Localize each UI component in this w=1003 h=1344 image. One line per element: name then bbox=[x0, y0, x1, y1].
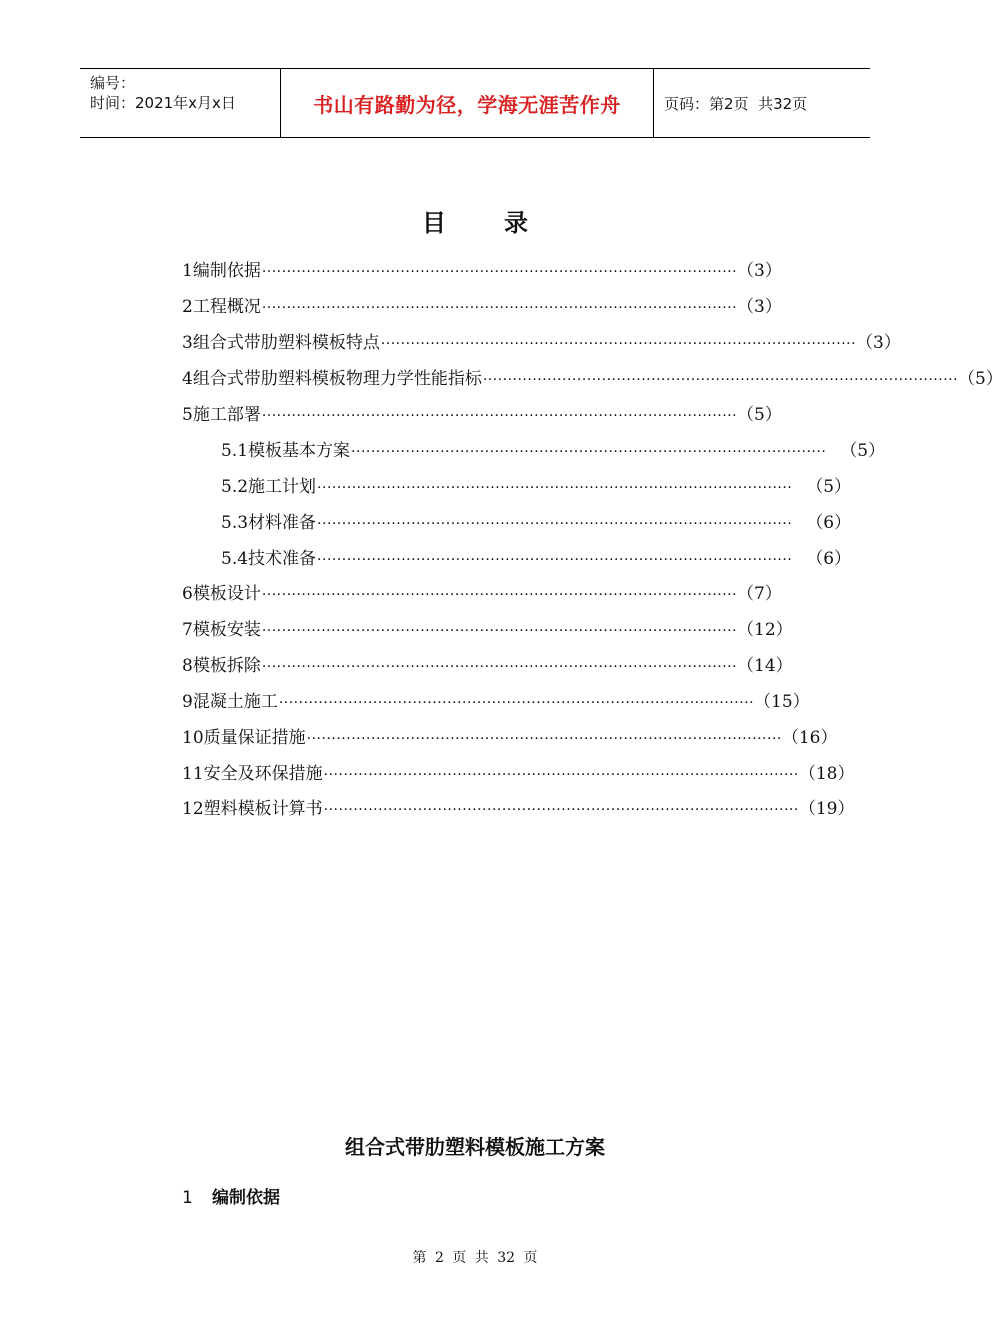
toc-entry[interactable] bbox=[182, 259, 782, 283]
toc-leader-dots: ································································································ bbox=[261, 659, 738, 675]
date-label: 时间：2021年x月x日 bbox=[90, 94, 236, 112]
toc-entry-label: 编制依据 bbox=[192, 261, 261, 281]
toc-leader-dots: ································································································ bbox=[323, 802, 799, 818]
toc-entry-number: 5.4 bbox=[221, 549, 249, 569]
toc-entry-page: （15） bbox=[754, 692, 810, 712]
toc-leader-dots: ································································································ bbox=[317, 480, 793, 496]
toc-leader-dots: ································································································ bbox=[261, 623, 738, 639]
toc-entry-page: （3） bbox=[737, 261, 782, 281]
toc-leader-dots: ································································································ bbox=[482, 372, 959, 388]
toc-leader-dots: ································································································ bbox=[317, 552, 793, 568]
toc-entry-label: 安全及环保措施 bbox=[203, 764, 323, 784]
toc-leader-dots: ································································································ bbox=[261, 300, 738, 316]
toc-leader-dots: ································································································ bbox=[261, 587, 738, 603]
toc-entry-number: 8 bbox=[182, 656, 193, 676]
toc-entry-number: 5.3 bbox=[221, 513, 249, 533]
toc-entry-label: 工程概况 bbox=[192, 297, 261, 317]
toc-entry-number: 5.2 bbox=[221, 477, 249, 497]
section-label: 编制依据 bbox=[212, 1188, 280, 1208]
toc-entry-label: 组合式带肋塑料模板物理力学性能指标 bbox=[192, 369, 482, 389]
toc-entry-label: 混凝土施工 bbox=[192, 692, 278, 712]
toc-entry-page: （3） bbox=[856, 333, 901, 353]
toc-entry-number: 11 bbox=[182, 764, 204, 784]
header-meta bbox=[80, 69, 281, 137]
toc-entry-page: （6） bbox=[806, 513, 852, 533]
toc-leader-dots: ································································································ bbox=[278, 695, 755, 711]
toc-entry-label: 施工部署 bbox=[192, 405, 261, 425]
toc-entry-label: 塑料模板计算书 bbox=[203, 799, 323, 819]
toc-leader-dots: ································································································ bbox=[351, 444, 827, 460]
toc-entry-number: 2 bbox=[182, 297, 193, 317]
number-label: 编号： bbox=[90, 74, 136, 92]
toc-entry[interactable] bbox=[182, 690, 810, 714]
toc-entry-label: 模板设计 bbox=[192, 584, 261, 604]
toc-entry-page: （19） bbox=[798, 799, 855, 819]
toc-entry-label: 模板基本方案 bbox=[248, 441, 351, 461]
toc-subentry[interactable] bbox=[221, 547, 852, 571]
toc-leader-dots: ································································································ bbox=[317, 516, 793, 532]
toc-entry-number: 6 bbox=[182, 584, 193, 604]
toc-entry-page: （16） bbox=[781, 728, 838, 748]
page-footer: 第 2 页 共 32 页 bbox=[412, 1250, 538, 1266]
toc-entry-label: 组合式带肋塑料模板特点 bbox=[192, 333, 380, 353]
toc-entry-label: 材料准备 bbox=[248, 513, 317, 533]
toc-entry-label: 技术准备 bbox=[248, 549, 317, 569]
toc-entry-page: （5） bbox=[737, 405, 782, 425]
toc-entry[interactable] bbox=[182, 726, 838, 750]
toc-entry-label: 模板安装 bbox=[192, 620, 261, 640]
toc-leader-dots: ································································································ bbox=[261, 264, 738, 280]
toc-entry-number: 12 bbox=[182, 799, 204, 819]
toc-title bbox=[0, 203, 950, 238]
page-header bbox=[80, 68, 870, 138]
toc-entry-label: 施工计划 bbox=[248, 477, 317, 497]
toc-entry-page: （14） bbox=[737, 656, 793, 676]
toc-entry-number: 1 bbox=[182, 261, 193, 281]
toc-entry[interactable] bbox=[182, 797, 855, 821]
toc-entry-page: （6） bbox=[806, 549, 852, 569]
toc-entry-page: （3） bbox=[737, 297, 782, 317]
toc-leader-dots: ································································································ bbox=[323, 767, 799, 783]
toc-entry-number: 9 bbox=[182, 692, 193, 712]
toc-subentry[interactable] bbox=[221, 475, 852, 499]
toc-entry-number: 3 bbox=[182, 333, 193, 353]
toc-entry-page: （18） bbox=[798, 764, 855, 784]
section-number: 1 bbox=[182, 1188, 193, 1208]
document-title: 组合式带肋塑料模板施工方案 bbox=[345, 1135, 605, 1159]
toc-entry-number: 5.1 bbox=[221, 441, 249, 461]
toc-entry-page: （5） bbox=[958, 369, 1003, 389]
toc-entry[interactable] bbox=[182, 331, 901, 355]
header-motto: 书山有路勤为径，学海无涯苦作舟 bbox=[281, 69, 654, 137]
toc-entry[interactable] bbox=[182, 367, 1003, 391]
toc-entry-number: 7 bbox=[182, 620, 193, 640]
toc-entry[interactable] bbox=[182, 654, 793, 678]
header-page-info bbox=[654, 69, 870, 137]
toc-entry-page: （12） bbox=[737, 620, 793, 640]
toc-entry[interactable] bbox=[182, 295, 782, 319]
toc-entry-page: （7） bbox=[737, 584, 782, 604]
toc-subentry[interactable] bbox=[221, 439, 886, 463]
toc-title-left: 目 bbox=[422, 209, 446, 237]
toc-entry[interactable] bbox=[182, 618, 793, 642]
toc-entry-number: 10 bbox=[182, 728, 204, 748]
toc-entry-label: 质量保证措施 bbox=[203, 728, 306, 748]
toc-subentry[interactable] bbox=[221, 511, 852, 535]
page-info-text: 页码：第2页 共32页 bbox=[664, 94, 808, 113]
toc-title-right: 录 bbox=[504, 209, 528, 237]
toc-entry[interactable] bbox=[182, 582, 782, 606]
toc-leader-dots: ································································································ bbox=[306, 731, 782, 747]
toc-entry-page: （5） bbox=[840, 441, 886, 461]
toc-entry[interactable] bbox=[182, 762, 855, 786]
toc-entry-page: （5） bbox=[806, 477, 852, 497]
toc-entry-number: 4 bbox=[182, 369, 193, 389]
toc-entry-number: 5 bbox=[182, 405, 193, 425]
toc-leader-dots: ································································································ bbox=[380, 336, 857, 352]
toc-leader-dots: ································································································ bbox=[261, 408, 738, 424]
section-heading bbox=[182, 1183, 280, 1208]
toc-entry[interactable] bbox=[182, 403, 782, 427]
toc-entry-label: 模板拆除 bbox=[192, 656, 261, 676]
